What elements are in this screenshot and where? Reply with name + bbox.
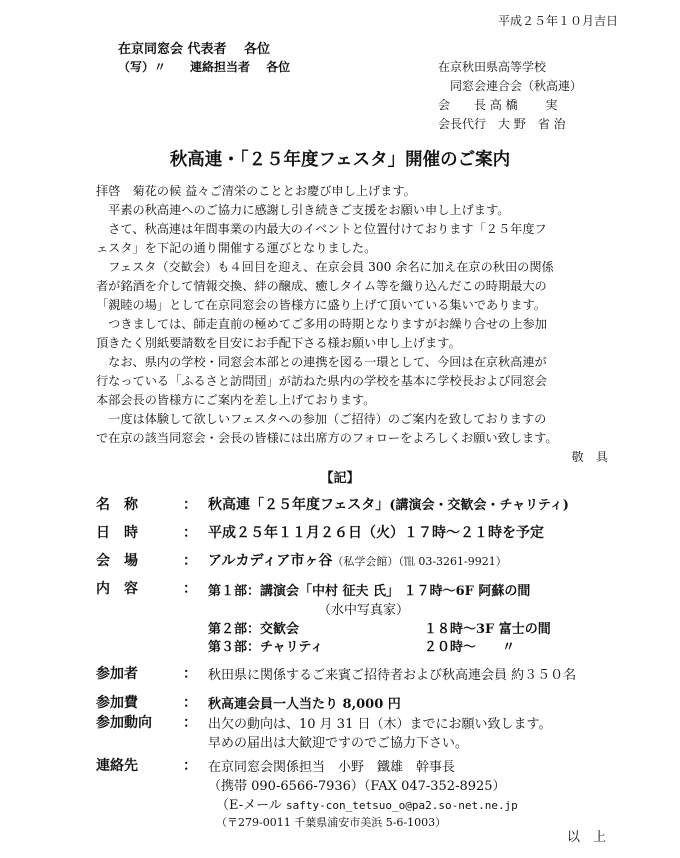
value-rsvp-1: 出欠の動向は、10 月 31 日（木）までにお願い致します。 xyxy=(208,717,552,732)
colon: ： xyxy=(183,497,197,513)
ijou-closing: 以 上 xyxy=(566,830,606,845)
colon: ： xyxy=(183,758,197,774)
document-title: 秋高連・「２５年度フェスタ」開催のご案内 xyxy=(169,150,511,170)
venue-name: アルカディア市ヶ谷 xyxy=(208,553,333,569)
label-fee: 参加費 xyxy=(96,695,138,711)
part-3-time: ２０時～ 〃 xyxy=(424,640,516,655)
recipient-line-1: 在京同窓会 代表者 各位 xyxy=(118,42,271,57)
colon: ： xyxy=(183,553,197,569)
body-line: 拝啓 菊花の候 益々ご清栄のこととお慶び申し上げます。 xyxy=(96,184,416,198)
label-rsvp: 参加動向 xyxy=(96,715,152,731)
email-prefix: （E-メール xyxy=(216,798,282,813)
ki-heading: 【記】 xyxy=(320,471,360,486)
body-line: 者が銘酒を介して情報交換、絆の醸成、癒しタイム等を織り込んだこの時期最大の xyxy=(96,279,547,293)
contact-email: safty-con_tetsuo_o@pa2.so-net.ne.jp xyxy=(286,799,518,812)
contact-person: 在京同窓会関係担当 小野 鐵雄 幹事長 xyxy=(208,760,456,775)
part-2: 第２部：交歓会 xyxy=(208,622,300,637)
label-participants: 参加者 xyxy=(96,666,138,682)
contact-email-line xyxy=(216,794,518,813)
closing-keigu: 敬 具 xyxy=(571,450,608,464)
colon: ： xyxy=(183,525,197,541)
body-line: 本部会長の皆様方にご案内を差し上げております。 xyxy=(96,393,376,407)
value-fee: 秋高連会員一人当たり 8,000 円 xyxy=(208,697,401,712)
colon: ： xyxy=(183,695,197,711)
label-content: 内 容 xyxy=(96,581,138,597)
body-line: で在京の該当同窓会・会長の皆様には出席方のフォローをよろしくお願い致します。 xyxy=(96,431,558,445)
event-name-sub: (講演会・交歓会・チャリティ) xyxy=(389,498,569,513)
body-line: ェスタ」を下記の通り開催する運びとなりました。 xyxy=(96,241,377,255)
sender-line-4: 会長代行 大 野 省 治 xyxy=(438,117,566,131)
body-line: つきましては、師走直前の極めてご多用の時期となりますがお繰り合せの上参加 xyxy=(96,317,547,331)
part-3: 第３部：チャリティ xyxy=(208,640,324,655)
body-line: 「親睦の場」として在京同窓会の皆様方に盛り上げて頂いている集いであります。 xyxy=(96,298,546,312)
recipient-line-2: （写）〃 連絡担当者 各位 xyxy=(118,60,291,74)
label-contact: 連絡先 xyxy=(96,758,138,774)
value-date: 平成２５年１１月２６日（火）１７時～２１時を予定 xyxy=(208,525,544,541)
body-line: 一度は体験して欲しいフェスタへの参加（ご招待）のご案内を致しておりますの xyxy=(96,412,547,426)
part-1-sub: （水中写真家） xyxy=(318,603,410,618)
venue-sub: （私学会館） xyxy=(332,555,399,568)
letter-body xyxy=(96,182,616,467)
event-name: 秋高連「２５年度フェスタ」 xyxy=(208,497,390,513)
sender-line-3: 会 長 高 橋 実 xyxy=(438,98,558,112)
part-1: 第１部：講演会「中村 征夫 氏」 １７時～6F 阿蘇の間 xyxy=(208,584,531,599)
sender-line-1: 在京秋田県高等学校 xyxy=(438,60,547,74)
colon: ： xyxy=(183,666,197,682)
value-participants: 秋田県に関係するご来賓ご招待者および秋高連会員 約３５０名 xyxy=(208,668,577,683)
sender-line-2: 同窓会連合会（秋高連） xyxy=(450,79,583,93)
body-line: なお、県内の学校・同窓会本部との連携を図る一環として、今回は在京秋高連が xyxy=(96,355,547,369)
value-venue xyxy=(208,550,507,570)
label-name: 名 称 xyxy=(96,497,138,513)
value-name xyxy=(208,494,569,514)
body-line: さて、秋高連は年間事業の内最大のイベントと位置付けております「２５年度フ xyxy=(96,222,547,236)
document-date: 平成２５年１０月吉日 xyxy=(497,14,618,28)
body-line: 平素の秋高連へのご協力に感謝し引き続きご支援をお願い申し上げます。 xyxy=(96,203,510,217)
contact-phone-fax: （携帯 090-6566-7936）（FAX 047-352-8925） xyxy=(208,779,506,794)
venue-tel: （℡ 03-3261-9921） xyxy=(398,555,507,568)
body-line: フェスタ（交歓会）も４回目を迎え、在京会員 300 余名に加え在京の秋田の関係 xyxy=(96,260,554,274)
contact-address: （〒279-0011 千葉県浦安市美浜 5-6-1003） xyxy=(216,816,447,829)
body-line: 頂きたく別紙要請数を目安にお手配下さる様お願い申し上げます。 xyxy=(96,336,461,350)
body-line: 行なっている「ふるさと訪問団」が訪ねた県内の学校を基本に学校長および同窓会 xyxy=(96,374,547,388)
value-rsvp-2: 早めの届出は大歓迎ですのでご協力下さい。 xyxy=(208,736,469,751)
colon: ： xyxy=(183,581,197,597)
sender-block xyxy=(438,58,582,134)
colon: ： xyxy=(183,715,197,731)
label-date: 日 時 xyxy=(96,525,138,541)
label-venue: 会 場 xyxy=(96,553,138,569)
part-2-time: １８時～3F 富士の間 xyxy=(424,622,551,637)
